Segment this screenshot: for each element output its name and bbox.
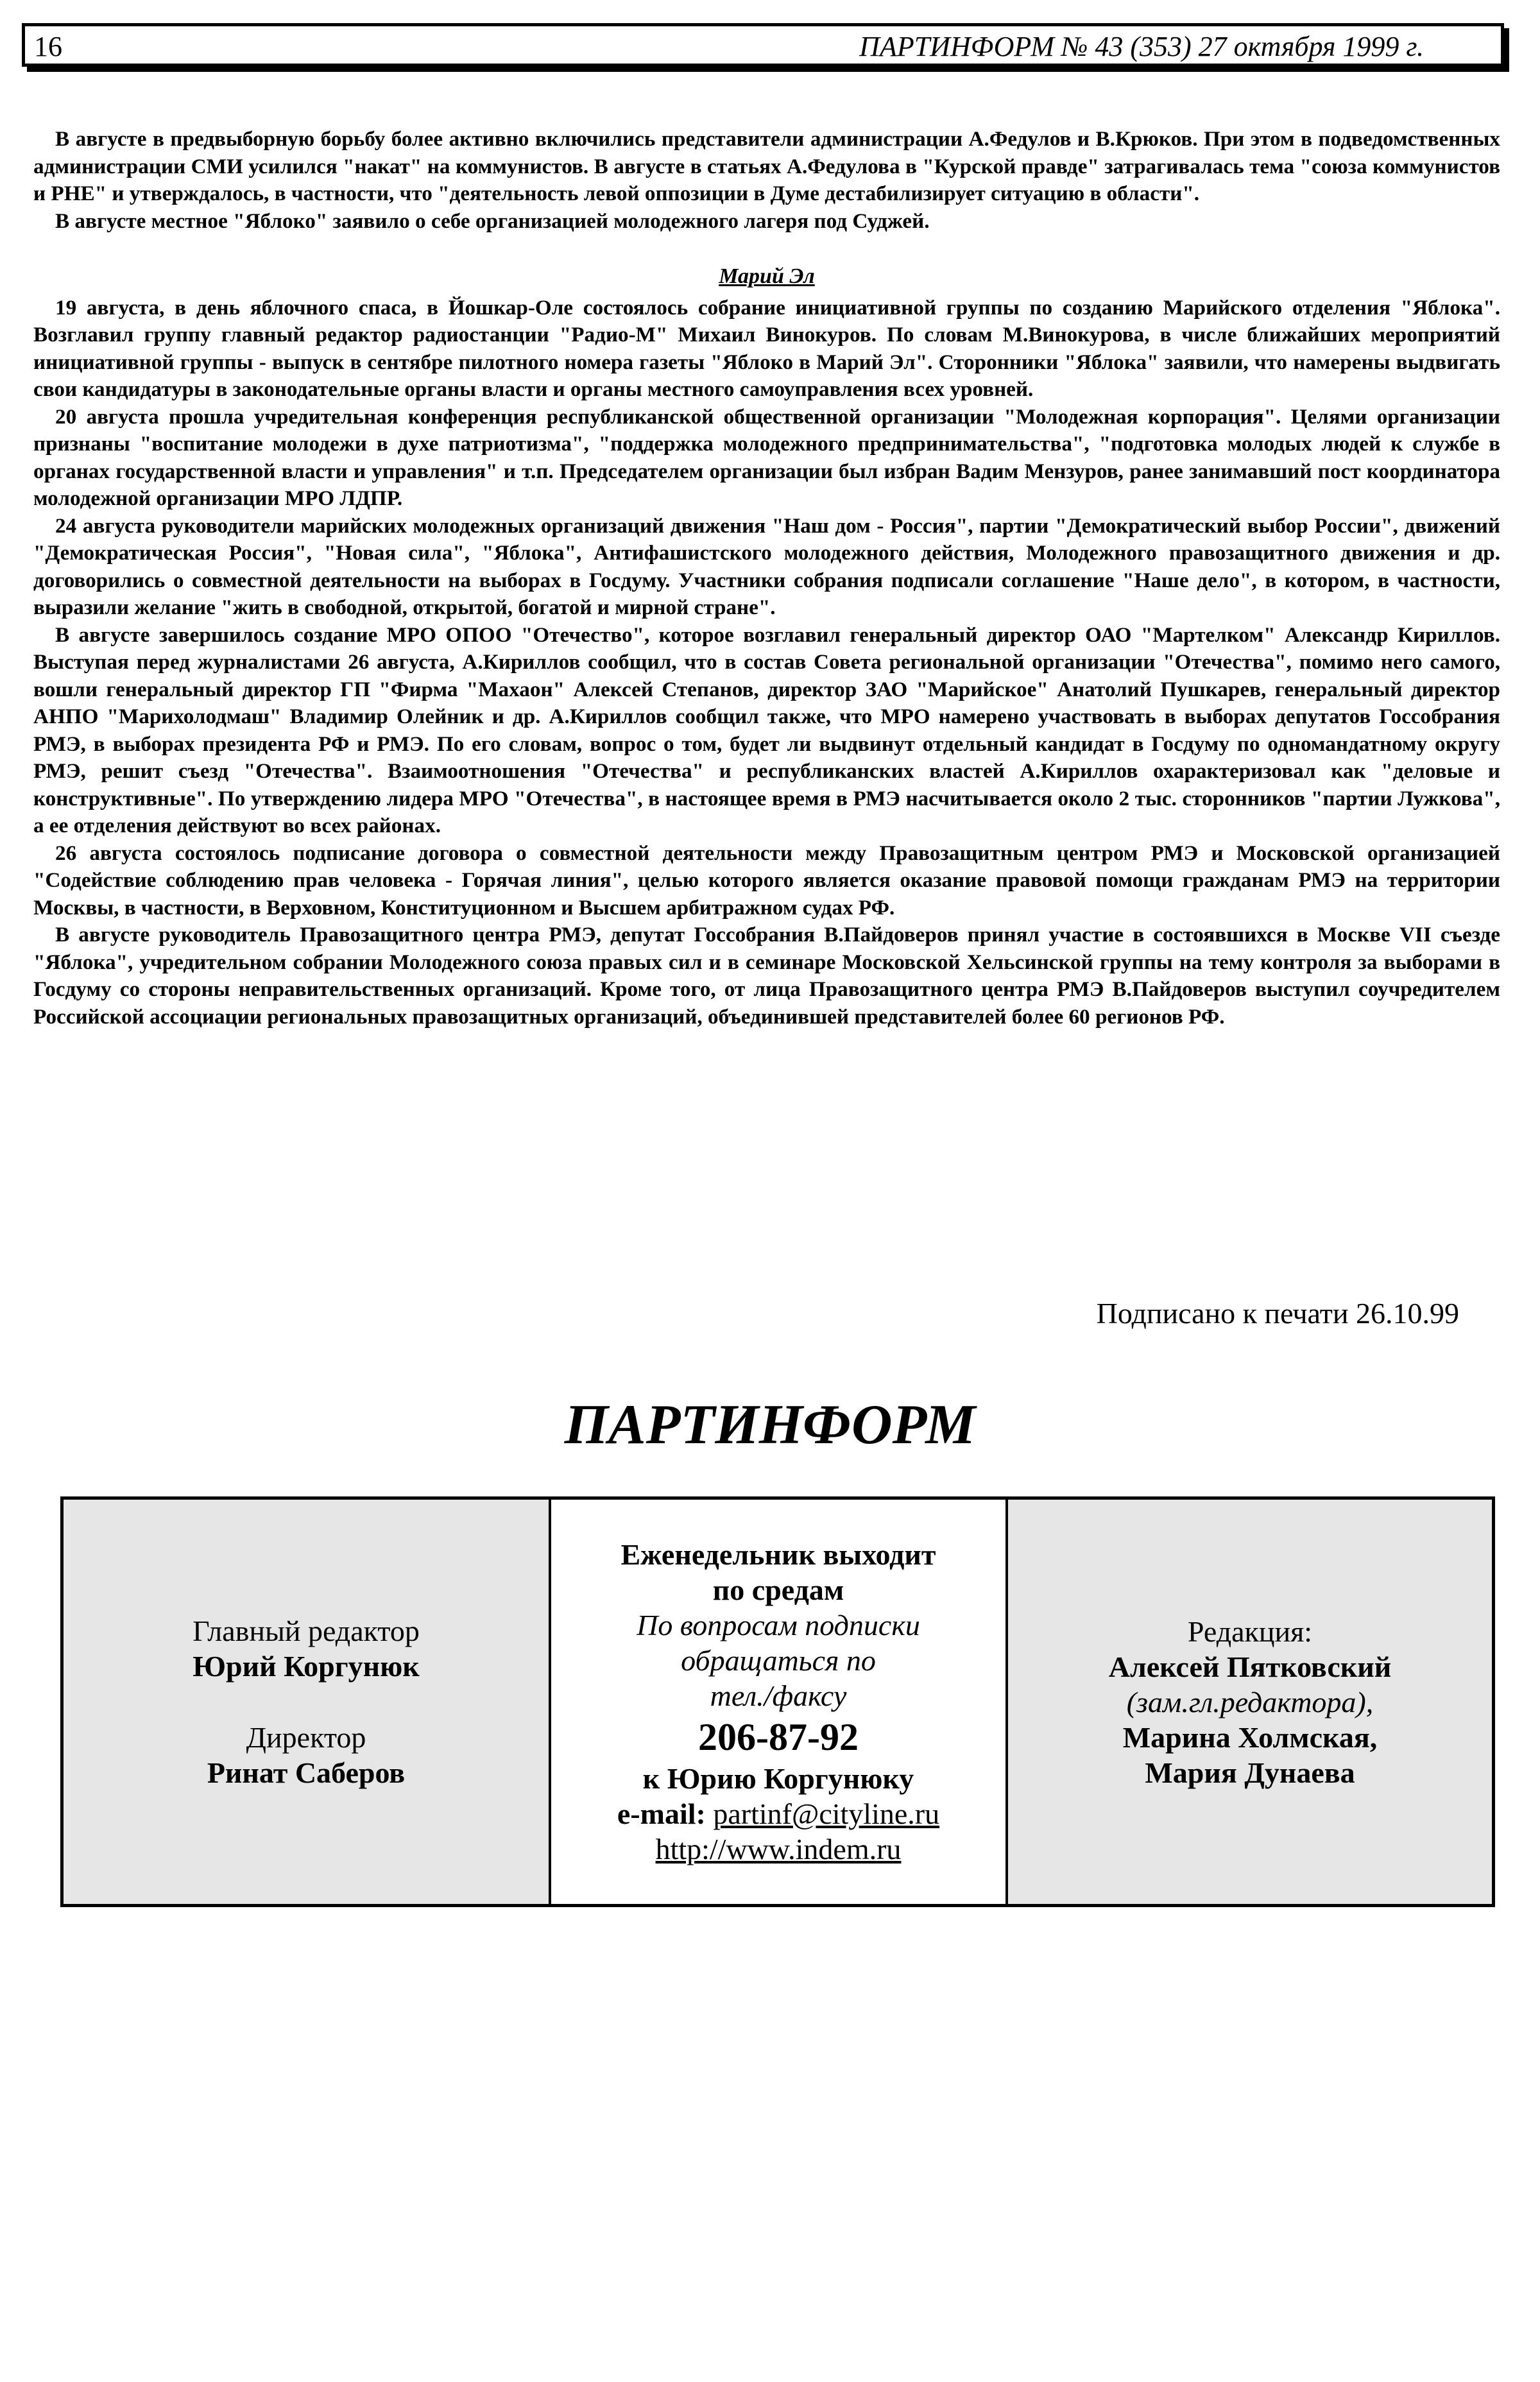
imprint-box [60,1496,1495,1907]
paragraph: 20 августа прошла учредительная конференция республиканской общественной организации "Молодежная корпорация". Целями организации признаны "воспитание молодежи в духе патриотизма", "поддержка молодежного предпринимательства", "подготовка молодых людей к службе в органах государственной власти и управления" и т.п. Председателем организации был избран Вадим Мензуров, ранее занимавший пост координатора молодежной организации МРО ЛДПР. [33,404,1500,510]
signed-to-print: Подписано к печати 26.10.99 [1096,1297,1459,1330]
editor-role: (зам.гл.редактора), [1126,1685,1374,1718]
editorial-label: Редакция: [1187,1615,1313,1648]
paragraph: 24 августа руководители марийских молодежных организаций движения "Наш дом - Россия", партии "Демократический выбор России", движений "Демократическая Россия", "Новая сила", "Яблока", Антифашистского молодежного действия, Молодежного правозащитного движения и др. договорились о совместной деятельности на выборах в Госдуму. Участники собрания подписали соглашение "Наше дело", в котором, в частности, выразили желание "жить в свободной, открытой, богатой и мирной стране". [33,513,1500,619]
paragraph: 19 августа, в день яблочного спаса, в Йошкар-Оле состоялось собрание инициативной группы по созданию Марийского отделения "Яблока". Возглавил группу главный редактор радиостанции "Радио-М" Михаил Винокуров. По словам М.Винокурова, в числе ближайших мероприятий инициативной группы - выпуск в сентябре пилотного номера газеты "Яблоко в Марий Эл". Сторонники "Яблока" заявили, что намерены выдвигать свои кандидатуры в законодательные органы власти и органы местного самоуправления всех уровней. [33,295,1500,401]
editor-name: Мария Дунаева [1145,1756,1355,1789]
imprint-subscription [551,1500,1008,1904]
email-label: e-mail: [617,1797,706,1830]
paragraph: В августе в предвыборную борьбу более активно включились представители администрации А.Федулов и В.Крюков. При этом в подведомственных администрации СМИ усилился "накат" на коммунистов. В августе в статьях А.Федулова в "Курской правде" затрагивалась тема "союза коммунистов и РНЕ" и утверждалось, в частности, что "деятельность левой оппозиции в Думе дестабилизирует ситуацию в области". [33,127,1500,205]
weekly-line: Еженедельник выходит [620,1538,936,1571]
weekly-line: по средам [712,1573,844,1606]
email-row [551,1796,1005,1831]
subscription-line: обращаться по [681,1644,876,1677]
issue-title: ПАРТИНФОРМ № 43 (353) 27 октября 1999 г. [859,31,1424,62]
subscription-line: По вопросам подписки [637,1609,920,1641]
phone-number: 206-87-92 [698,1716,859,1758]
editor-name: Алексей Пятковский [1108,1650,1392,1683]
director-label: Директор [246,1721,366,1754]
paragraph: В августе местное "Яблоко" заявило о себе организацией молодежного лагеря под Суджей. [55,209,930,233]
contact-person: к Юрию Коргунюку [642,1762,914,1795]
imprint-leadership [64,1500,551,1904]
email-link[interactable]: partinf@cityline.ru [713,1797,940,1830]
paragraph: В августе завершилось создание МРО ОПОО "Отечество", которое возглавил генеральный директор ОАО "Мартелком" Александр Кириллов. Выступая перед журналистами 26 августа, А.Кириллов сообщил, что в состав Совета региональной организации "Отечества", помимо него самого, вошли генеральный директор ГП "Фирма "Махаон" Алексей Степанов, директор ЗАО "Марийское" Анатолий Пушкарев, генеральный директор АНПО "Марихолодмаш" Владимир Олейник и др. А.Кириллов сообщил также, что МРО намерено участвовать в выборах депутатов Госсобрания РМЭ, в выборах президента РФ и РМЭ. По его словам, вопрос о том, будет ли выдвинут отдельный кандидат в Госдуму по одномандатному округу РМЭ, решит съезд "Отечества". Взаимоотношения "Отечества" и республиканских властей А.Кириллов охарактеризовал как "деловые и конструктивные". По утверждению лидера МРО "Отечества", в настоящее время в РМЭ насчитывается около 2 тыс. сторонников "партии Лужкова", а ее отделения действуют во всех районах. [33,622,1500,837]
page-number: 16 [34,31,62,62]
subscription-line: тел./факсу [710,1679,847,1712]
paragraph: В августе руководитель Правозащитного центра РМЭ, депутат Госсобрания В.Пайдоверов принял участие в состоявшихся в Москве VII съезде "Яблока", учредительном собрании Молодежного союза правых сил и в семинаре Московской Хельсинской группы на тему контроля за выборами в Госдуму со стороны неправительственных организаций. Кроме того, от лица Правозащитного центра РМЭ В.Пайдоверов выступил соучредителем Российской ассоциации региональных правозащитных организаций, объединившей представителей более 60 регионов РФ. [33,923,1500,1029]
editor-name: Марина Холмская, [1122,1720,1378,1754]
chief-editor-name: Юрий Коргунюк [193,1650,420,1683]
chief-editor-label: Главный редактор [193,1615,420,1647]
director-name: Ринат Саберов [207,1756,406,1789]
imprint-editorial [1008,1500,1492,1904]
paragraph: 26 августа состоялось подписание договора о совместной деятельности между Правозащитным центром РМЭ и Московской организацией "Содействие соблюдению прав человека - Горячая линия", целью которого является оказание правовой помощи гражданам РМЭ на территории Москвы, в частности, в Верховном, Конституционном и Высшем арбитражном судах РФ. [33,841,1500,920]
article-body [33,126,1500,1031]
region-heading: Марий Эл [719,264,815,288]
masthead-title: ПАРТИНФОРМ [564,1394,976,1456]
website-link[interactable]: http://www.indem.ru [655,1833,902,1865]
page-header [22,23,1504,67]
